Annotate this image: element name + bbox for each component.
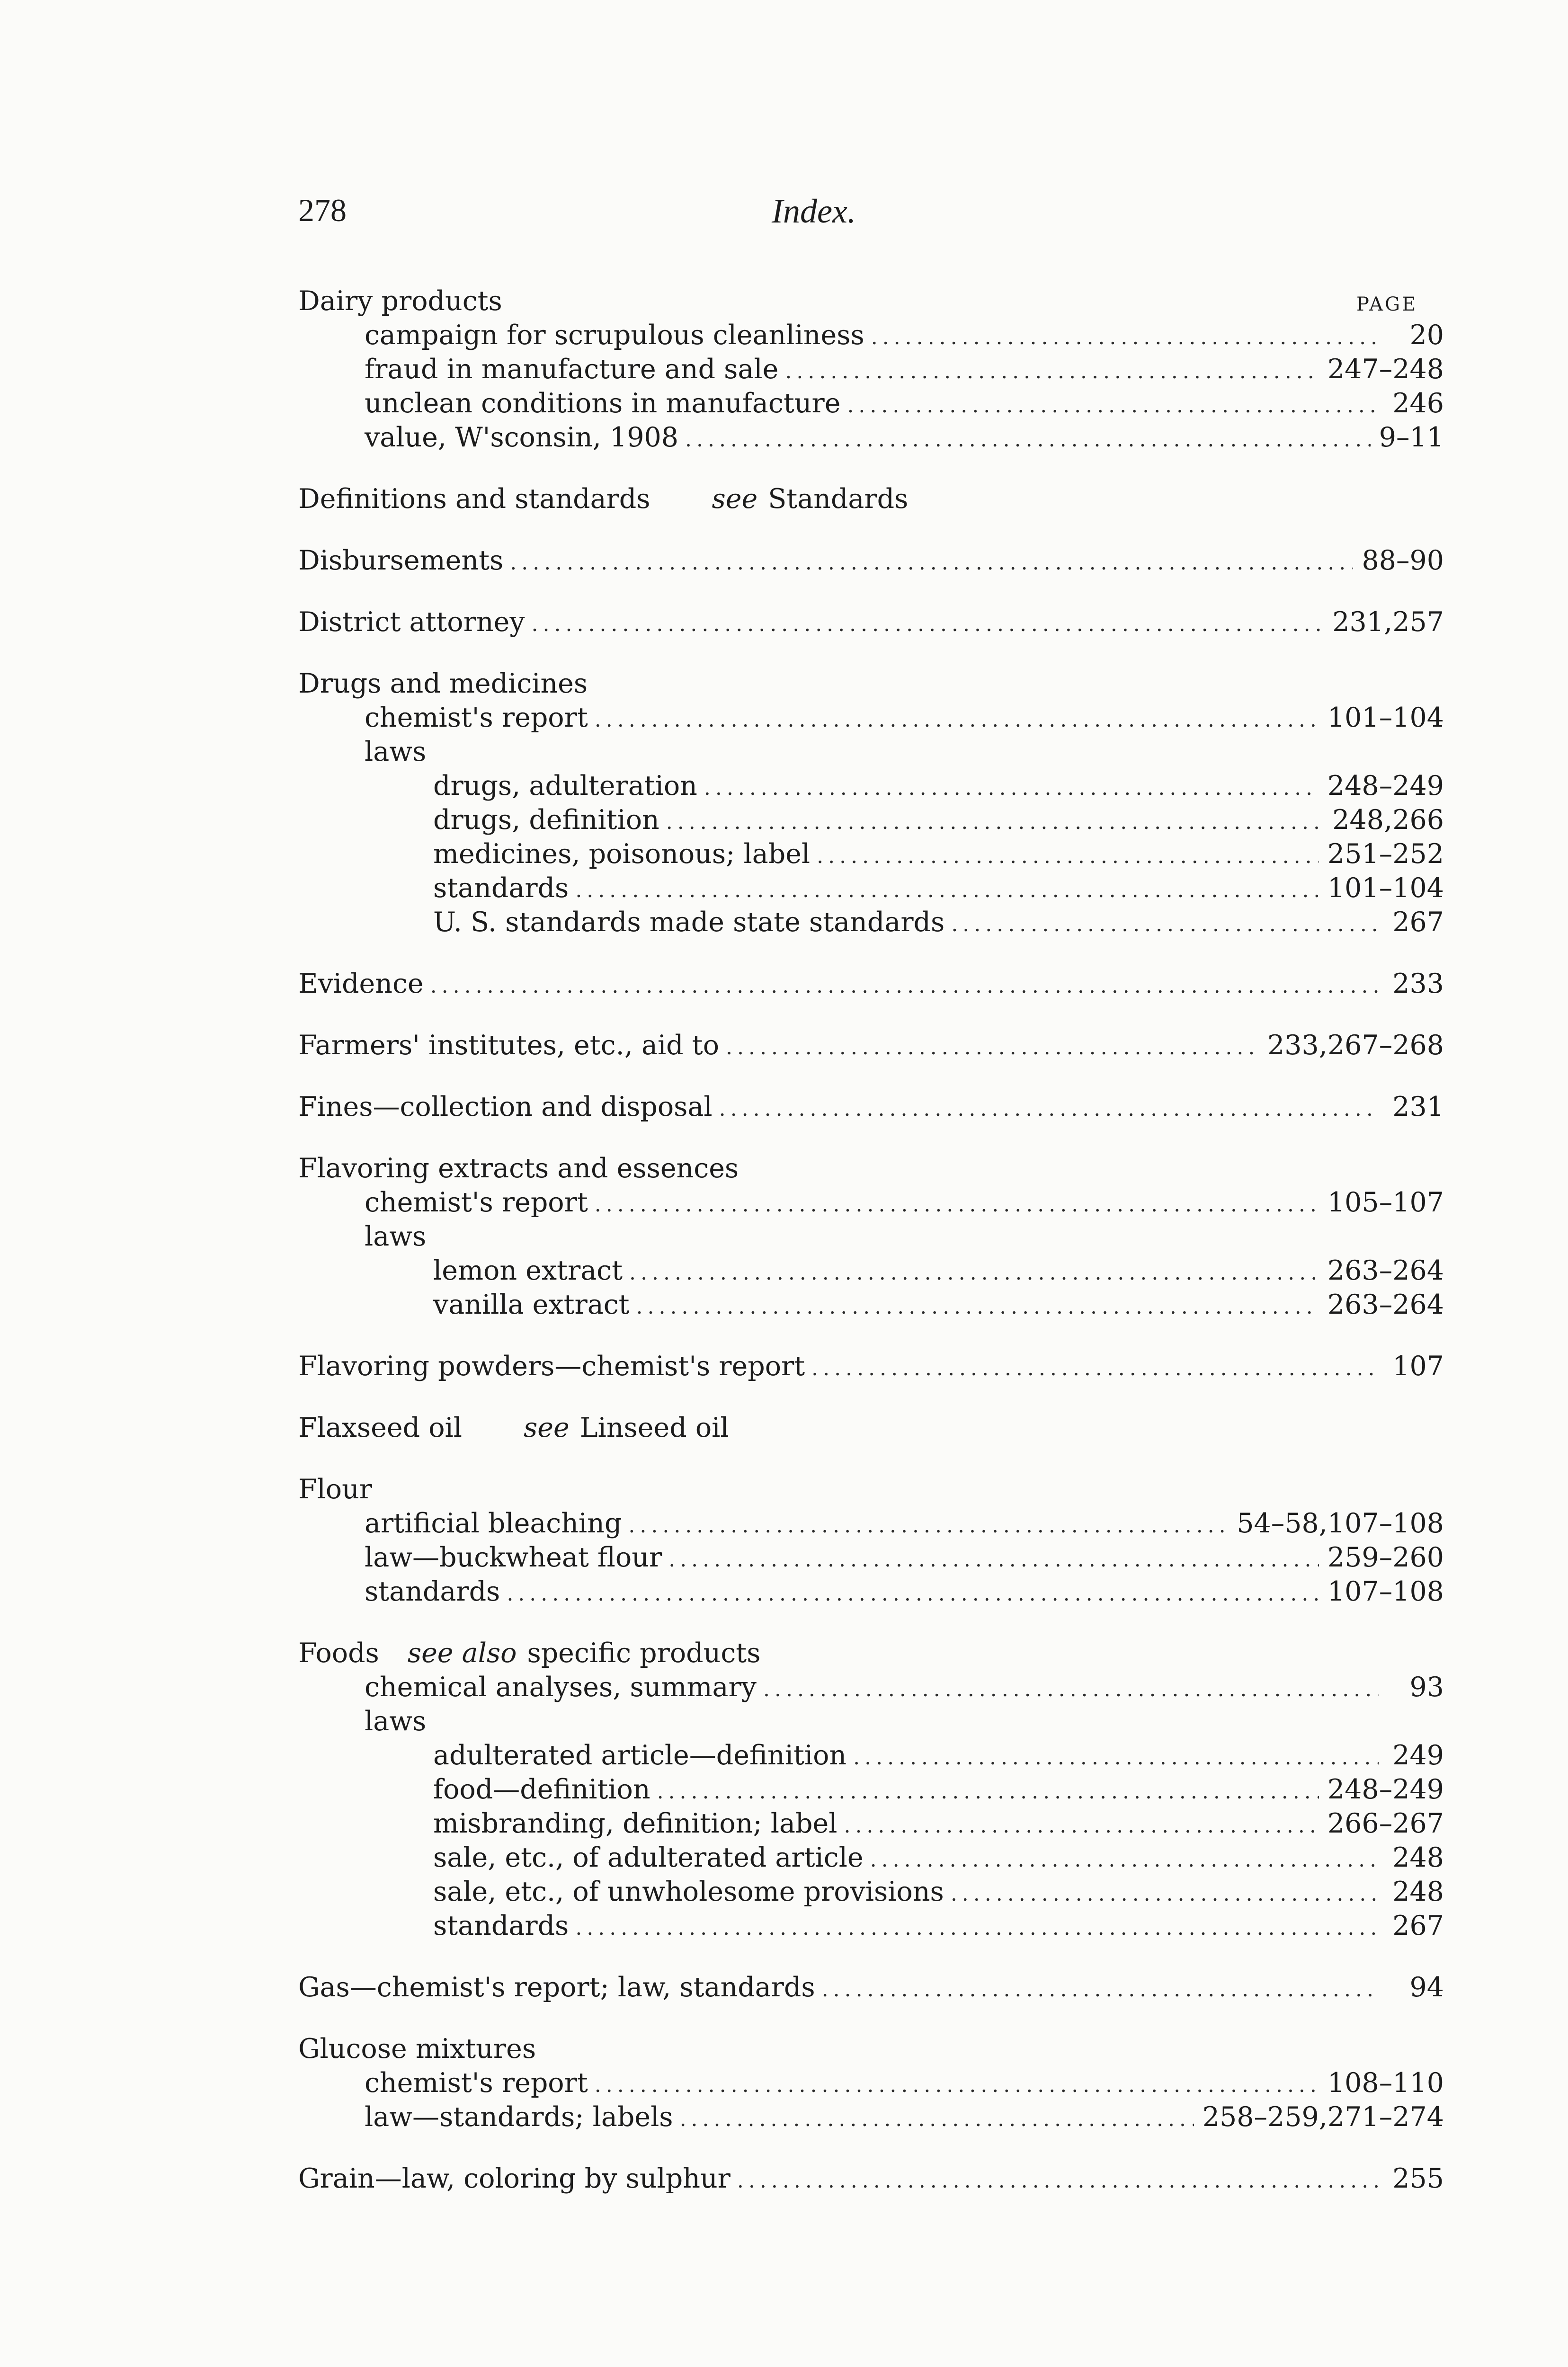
entry-subitem bbox=[298, 735, 1444, 769]
page-reference: 263–264 bbox=[1327, 1289, 1444, 1320]
entry-subsubitem bbox=[298, 1806, 1444, 1841]
subsubitem-text: sale, etc., of unwholesome provisions bbox=[433, 1876, 944, 1907]
entry-subitem bbox=[298, 1506, 1444, 1540]
page-reference: 255 bbox=[1392, 2163, 1444, 2194]
page-reference: 267 bbox=[1392, 1910, 1444, 1941]
index-entry bbox=[298, 2032, 1444, 2134]
subitem-text: laws bbox=[365, 1706, 427, 1737]
page-reference: 108–110 bbox=[1327, 2067, 1444, 2099]
page-reference: 105–107 bbox=[1327, 1187, 1444, 1218]
leader-dots bbox=[595, 703, 1319, 737]
page-reference: 233,267–268 bbox=[1267, 1030, 1444, 1061]
entry-subitem bbox=[298, 318, 1444, 352]
entry-subitem bbox=[298, 2066, 1444, 2100]
subsubitem-text: medicines, poisonous; label bbox=[433, 838, 811, 870]
index-entry bbox=[298, 1411, 1444, 1445]
index-entry bbox=[298, 1349, 1444, 1383]
subitem-text: chemist's report bbox=[365, 702, 588, 733]
leader-dots bbox=[532, 607, 1324, 641]
page-reference: 107–108 bbox=[1327, 1576, 1444, 1607]
leader-dots bbox=[704, 771, 1319, 805]
see-reference-label: see bbox=[524, 1412, 570, 1443]
page-reference: 251–252 bbox=[1327, 838, 1444, 870]
leader-dots bbox=[847, 389, 1379, 423]
entry-heading: Disbursements bbox=[298, 545, 504, 576]
leader-dots bbox=[685, 423, 1371, 457]
leader-dots bbox=[666, 805, 1324, 839]
subsubitem-text: food—definition bbox=[433, 1774, 650, 1805]
entry-subsubitem bbox=[298, 1254, 1444, 1288]
entry-heading: Gas—chemist's report; law, standards bbox=[298, 1972, 815, 2003]
leader-dots bbox=[629, 1256, 1319, 1290]
entry-subitem bbox=[298, 2100, 1444, 2134]
leader-dots bbox=[595, 2068, 1319, 2102]
index-entry bbox=[298, 1151, 1444, 1322]
entry-heading: Definitions and standards bbox=[298, 483, 650, 515]
index-entry bbox=[298, 1472, 1444, 1609]
index-entry bbox=[298, 1028, 1444, 1062]
entry-subitem bbox=[298, 1185, 1444, 1219]
index-entry bbox=[298, 1636, 1444, 1943]
entry-heading: Grain—law, coloring by sulphur bbox=[298, 2163, 731, 2194]
index-entry bbox=[298, 1970, 1444, 2004]
page-reference: 9–11 bbox=[1379, 422, 1444, 453]
leader-dots bbox=[951, 1877, 1379, 1911]
subsubitem-text: standards bbox=[433, 1910, 569, 1941]
leader-dots bbox=[951, 908, 1379, 942]
entry-subsubitem bbox=[298, 905, 1444, 939]
page-reference: 101–104 bbox=[1327, 702, 1444, 733]
subitem-text: unclean conditions in manufacture bbox=[365, 388, 841, 419]
index-entry bbox=[298, 1090, 1444, 1124]
leader-dots bbox=[763, 1673, 1379, 1707]
page-reference: 248–249 bbox=[1327, 1774, 1444, 1805]
page-reference: 249 bbox=[1392, 1740, 1444, 1771]
entry-heading: Flour bbox=[298, 1474, 373, 1505]
entry-subsubitem bbox=[298, 1841, 1444, 1875]
leader-dots bbox=[871, 320, 1379, 355]
page-reference: 263–264 bbox=[1327, 1255, 1444, 1286]
page-reference: 231 bbox=[1392, 1091, 1444, 1122]
subitem-text: chemist's report bbox=[365, 1187, 588, 1218]
leader-dots bbox=[817, 839, 1319, 873]
entry-heading: Glucose mixtures bbox=[298, 2033, 536, 2064]
entry-heading: Dairy products bbox=[298, 285, 502, 317]
entry-subitem bbox=[298, 701, 1444, 735]
entry-subitem bbox=[298, 1575, 1444, 1609]
page-reference: 93 bbox=[1409, 1672, 1444, 1703]
page-reference: 231,257 bbox=[1332, 606, 1444, 638]
index-entries bbox=[298, 284, 1444, 2223]
subsubitem-text: sale, etc., of adulterated article bbox=[433, 1842, 864, 1873]
page-reference: 248 bbox=[1392, 1842, 1444, 1873]
page-reference: 94 bbox=[1409, 1972, 1444, 2003]
leader-dots bbox=[737, 2164, 1379, 2198]
subitem-text: fraud in manufacture and sale bbox=[365, 354, 779, 385]
leader-dots bbox=[628, 1509, 1228, 1543]
entry-subitem bbox=[298, 1704, 1444, 1738]
entry-subitem bbox=[298, 1670, 1444, 1704]
see-also-reference-target: specific products bbox=[527, 1637, 761, 1669]
page-reference: 233 bbox=[1392, 968, 1444, 999]
leader-dots bbox=[726, 1031, 1259, 1065]
page-reference: 258–259,271–274 bbox=[1202, 2101, 1444, 2133]
see-reference-target: Linseed oil bbox=[579, 1412, 729, 1443]
subitem-text: laws bbox=[365, 736, 427, 767]
subsubitem-text: U. S. standards made state standards bbox=[433, 907, 945, 938]
leader-dots bbox=[870, 1843, 1379, 1877]
entry-subitem bbox=[298, 386, 1444, 420]
leader-dots bbox=[595, 1188, 1319, 1222]
entry-heading: Foods bbox=[298, 1637, 379, 1669]
subitem-text: law—buckwheat flour bbox=[365, 1542, 662, 1573]
entry-subsubitem bbox=[298, 769, 1444, 803]
entry-heading: Farmers' institutes, etc., aid to bbox=[298, 1030, 720, 1061]
index-entry bbox=[298, 482, 1444, 516]
entry-subsubitem bbox=[298, 1772, 1444, 1806]
entry-subsubitem bbox=[298, 871, 1444, 905]
entry-heading: Flavoring extracts and essences bbox=[298, 1153, 739, 1184]
subsubitem-text: misbranding, definition; label bbox=[433, 1808, 837, 1839]
page-reference: 20 bbox=[1409, 320, 1444, 351]
index-entry bbox=[298, 284, 1444, 454]
leader-dots bbox=[785, 355, 1319, 389]
entry-subitem bbox=[298, 1219, 1444, 1254]
page-reference: 267 bbox=[1392, 907, 1444, 938]
leader-dots bbox=[575, 1911, 1379, 1945]
page-header bbox=[298, 192, 1444, 234]
entry-subsubitem bbox=[298, 1738, 1444, 1772]
page-reference: 266–267 bbox=[1327, 1808, 1444, 1839]
entry-heading: Evidence bbox=[298, 968, 424, 999]
subitem-text: campaign for scrupulous cleanliness bbox=[365, 320, 864, 351]
page-reference: 248,266 bbox=[1332, 804, 1444, 836]
subsubitem-text: adulterated article—definition bbox=[433, 1740, 847, 1771]
see-reference-target: Standards bbox=[768, 483, 909, 515]
entry-heading: Drugs and medicines bbox=[298, 668, 588, 699]
index-entry bbox=[298, 967, 1444, 1001]
index-entry bbox=[298, 543, 1444, 578]
subsubitem-text: drugs, adulteration bbox=[433, 770, 697, 801]
entry-subitem bbox=[298, 1540, 1444, 1575]
subsubitem-text: drugs, definition bbox=[433, 804, 659, 836]
page-reference: 247–248 bbox=[1327, 354, 1444, 385]
leader-dots bbox=[822, 1973, 1379, 2007]
page-reference: 246 bbox=[1392, 388, 1444, 419]
leader-dots bbox=[575, 873, 1319, 908]
leader-dots bbox=[853, 1741, 1379, 1775]
see-reference-label: see bbox=[712, 483, 758, 515]
page-reference: 107 bbox=[1392, 1351, 1444, 1382]
leader-dots bbox=[811, 1352, 1379, 1386]
index-entry bbox=[298, 667, 1444, 939]
entry-subitem bbox=[298, 420, 1444, 454]
subitem-text: value, W'sconsin, 1908 bbox=[365, 422, 679, 453]
entry-subitem bbox=[298, 352, 1444, 386]
subsubitem-text: lemon extract bbox=[433, 1255, 623, 1286]
subsubitem-text: standards bbox=[433, 872, 569, 904]
subitem-text: chemical analyses, summary bbox=[365, 1672, 757, 1703]
entry-subsubitem bbox=[298, 1875, 1444, 1909]
entry-heading: Flavoring powders—chemist's report bbox=[298, 1351, 805, 1382]
index-entry bbox=[298, 2162, 1444, 2196]
subitem-text: artificial bleaching bbox=[365, 1508, 622, 1539]
index-entry bbox=[298, 605, 1444, 639]
page-reference: 248 bbox=[1392, 1876, 1444, 1907]
subitem-text: law—standards; labels bbox=[365, 2101, 673, 2133]
subitem-text: laws bbox=[365, 1221, 427, 1252]
subitem-text: standards bbox=[365, 1576, 500, 1607]
leader-dots bbox=[680, 2102, 1194, 2136]
entry-subsubitem bbox=[298, 1288, 1444, 1322]
page-reference: 88–90 bbox=[1362, 545, 1444, 576]
leader-dots bbox=[844, 1809, 1319, 1843]
leader-dots bbox=[719, 1092, 1379, 1126]
leader-dots bbox=[510, 546, 1353, 580]
entry-subsubitem bbox=[298, 803, 1444, 837]
subsubitem-text: vanilla extract bbox=[433, 1289, 630, 1320]
page-reference: 248–249 bbox=[1327, 770, 1444, 801]
entry-heading: District attorney bbox=[298, 606, 525, 638]
entry-heading: Fines—collection and disposal bbox=[298, 1091, 713, 1122]
leader-dots bbox=[657, 1775, 1319, 1809]
page-reference: 101–104 bbox=[1327, 872, 1444, 904]
running-title: Index. bbox=[772, 192, 856, 230]
page-reference: 54–58,107–108 bbox=[1237, 1508, 1444, 1539]
leader-dots bbox=[668, 1543, 1319, 1577]
entry-subsubitem bbox=[298, 1909, 1444, 1943]
subitem-text: chemist's report bbox=[365, 2067, 588, 2099]
page-column-label: PAGE bbox=[1356, 294, 1418, 315]
see-also-reference-label: see also bbox=[407, 1637, 517, 1669]
leader-dots bbox=[430, 969, 1379, 1003]
leader-dots bbox=[636, 1290, 1319, 1324]
page-number: 278 bbox=[298, 192, 347, 228]
entry-heading: Flaxseed oil bbox=[298, 1412, 463, 1443]
entry-subsubitem bbox=[298, 837, 1444, 871]
page-reference: 259–260 bbox=[1327, 1542, 1444, 1573]
leader-dots bbox=[507, 1577, 1319, 1611]
